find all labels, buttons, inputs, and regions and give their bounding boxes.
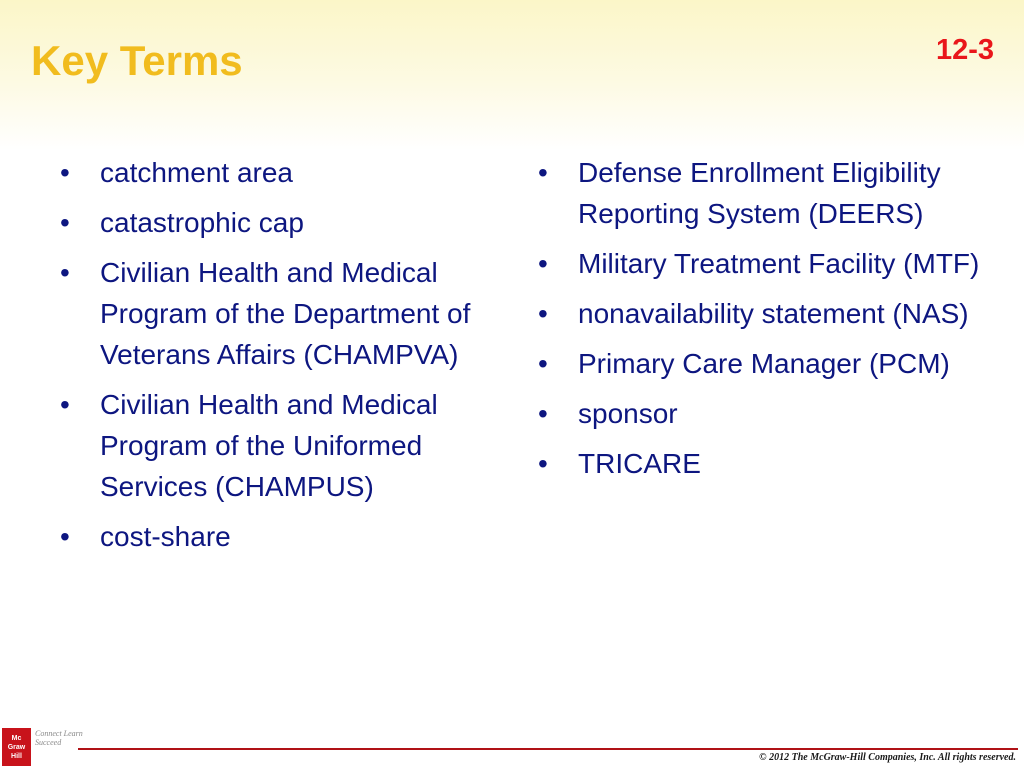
bullet-icon: • <box>538 348 548 379</box>
bullet-icon: • <box>60 389 70 420</box>
term-item <box>60 384 500 507</box>
term-text: Military Treatment Facility (MTF) <box>578 248 980 279</box>
bullet-icon: • <box>538 398 548 429</box>
term-item <box>538 293 998 334</box>
term-text: TRICARE <box>578 448 701 479</box>
footer-divider <box>78 748 1018 750</box>
bullet-icon: • <box>538 248 548 279</box>
term-text: Primary Care Manager (PCM) <box>578 348 950 379</box>
slide-title: Key Terms <box>31 37 243 84</box>
term-item <box>538 243 998 284</box>
term-item <box>538 393 998 434</box>
term-text: Civilian Health and Medical Program of the Uniformed Services (CHAMPUS) <box>100 389 438 502</box>
term-text: cost-share <box>100 521 231 552</box>
logo-tagline: Connect Learn Succeed <box>35 729 83 747</box>
bullet-icon: • <box>60 257 70 288</box>
bullet-icon: • <box>538 157 548 188</box>
copyright-notice: © 2012 The McGraw-Hill Companies, Inc. All rights reserved. <box>759 752 1016 763</box>
bullet-icon: • <box>60 521 70 552</box>
slide-number: 12-3 <box>935 34 994 66</box>
bullet-icon: • <box>60 157 70 188</box>
term-text: Defense Enrollment Eligibility Reporting System (DEERS) <box>578 157 941 229</box>
term-item <box>538 443 998 484</box>
bullet-icon: • <box>60 207 70 238</box>
term-item <box>538 343 998 384</box>
term-text: catchment area <box>100 157 293 188</box>
term-text: sponsor <box>578 398 678 429</box>
term-text: nonavailability statement (NAS) <box>578 298 969 329</box>
term-item <box>60 252 500 375</box>
bullet-icon: • <box>538 448 548 479</box>
terms-list-left <box>60 152 500 566</box>
term-item <box>60 152 500 193</box>
term-item <box>538 152 998 234</box>
terms-list-right <box>538 152 998 493</box>
term-text: Civilian Health and Medical Program of the Department of Veterans Affairs (CHAMPVA) <box>100 257 471 370</box>
mcgraw-hill-logo <box>2 728 92 766</box>
bullet-icon: • <box>538 298 548 329</box>
term-item <box>60 516 500 557</box>
term-text: catastrophic cap <box>100 207 304 238</box>
term-item <box>60 202 500 243</box>
logo-mark: Mc Graw Hill <box>2 728 31 766</box>
